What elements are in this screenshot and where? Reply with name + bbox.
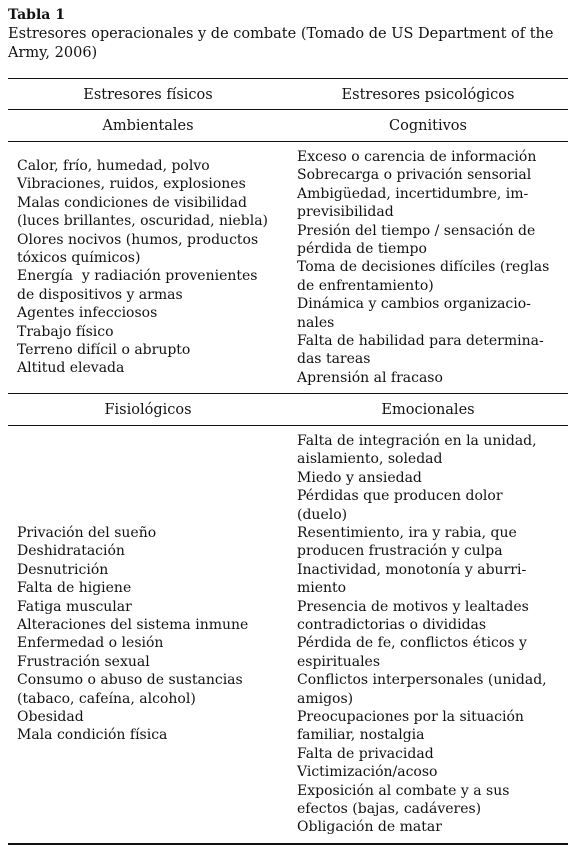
list-item: Calor, frío, humedad, polvo: [17, 158, 210, 174]
list-item: Consumo o abuso de sustancias (tabaco, cafeína, alcohol): [17, 672, 243, 707]
section-header-fisiologicos: Fisiológicos: [104, 402, 192, 418]
list-item: Obligación de matar: [297, 819, 442, 836]
table-caption: [8, 6, 563, 63]
list-item: Obesidad: [17, 709, 84, 725]
section-header-emocionales: Emocionales: [381, 402, 475, 418]
section-header-ambientales: Ambientales: [102, 118, 194, 134]
column-header-physical: Estresores físicos: [83, 87, 213, 103]
section-2-rule: [8, 425, 568, 426]
list-item: Falta de privacidad: [297, 745, 434, 762]
list-item: Terreno difícil o abrupto: [17, 342, 191, 358]
list-item: Energía y radiación provenientes de dispositivos y armas: [17, 268, 258, 303]
list-item: Vibraciones, ruidos, explosiones: [17, 176, 246, 193]
list-item: Olores nocivos (humos, productos tóxicos químicos): [17, 231, 259, 266]
list-item: Pérdida de fe, conflictos éticos y espirituales: [297, 635, 527, 670]
list-item: Deshidratación: [17, 543, 125, 560]
list-item: Exposición al combate y a sus efectos (bajas, cadáveres): [297, 782, 510, 817]
list-item: Frustración sexual: [17, 653, 150, 670]
table-subtitle-line-2: Army, 2006): [8, 45, 98, 61]
table-title: Tabla 1: [8, 7, 65, 23]
list-item: Mala condición física: [17, 727, 168, 744]
list-item: Aprensión al fracaso: [297, 369, 443, 386]
list-item: Presencia de motivos y lealtades contradictorias o divididas: [297, 598, 529, 633]
list-item: Conflictos interpersonales (unidad, amigos): [297, 672, 547, 707]
list-item: Preocupaciones por la situación familiar, nostalgia: [297, 709, 524, 744]
list-item: Enfermedad o lesión: [17, 635, 164, 652]
header-rule: [8, 109, 568, 110]
list-item: Altitud elevada: [17, 360, 125, 377]
list-item: Falta de habilidad para determina- das tareas: [297, 333, 544, 368]
list-item: Agentes infecciosos: [17, 305, 158, 322]
list-item: Trabajo físico: [17, 323, 114, 340]
list-item: Desnutrición: [17, 561, 109, 578]
list-item: Dinámica y cambios organizacio- nales: [297, 296, 531, 331]
list-item: Miedo y ansiedad: [297, 469, 422, 486]
list-item: Falta de integración en la unidad, aislamiento, soledad: [297, 433, 537, 468]
list-item: Alteraciones del sistema inmune: [17, 617, 249, 633]
list-item: Pérdidas que producen dolor (duelo): [297, 488, 503, 523]
section-2-top-rule: [8, 393, 568, 394]
list-item: Inactividad, monotonía y aburri- miento: [297, 561, 527, 597]
table-subtitle-line-1: Estresores operacionales y de combate (Tomado de US Department of the: [8, 26, 554, 42]
list-item: Toma de decisiones difíciles (reglas de enfrentamiento): [297, 259, 550, 294]
list-item: Ambigüedad, incertidumbre, im- previsibilidad: [297, 185, 529, 221]
list-item: Sobrecarga o privación sensorial: [297, 167, 532, 184]
section-header-cognitivos: Cognitivos: [389, 118, 467, 134]
list-item: Exceso o carencia de información: [297, 149, 537, 165]
table-bottom-rule: [8, 843, 568, 845]
list-item: Resentimiento, ira y rabia, que producen frustración y culpa: [297, 525, 517, 560]
section-1-rule: [8, 141, 568, 142]
list-item: Privación del sueño: [17, 525, 157, 541]
list-item: Victimización/acoso: [297, 764, 438, 781]
list-item: Fatiga muscular: [17, 598, 132, 615]
table-top-rule: [8, 78, 568, 79]
list-item: Falta de higiene: [17, 580, 132, 597]
list-item: Presión del tiempo / sensación de pérdida de tiempo: [297, 222, 536, 257]
list-item: Malas condiciones de visibilidad (luces brillantes, oscuridad, niebla): [17, 194, 269, 230]
column-header-psychological: Estresores psicológicos: [341, 87, 515, 103]
